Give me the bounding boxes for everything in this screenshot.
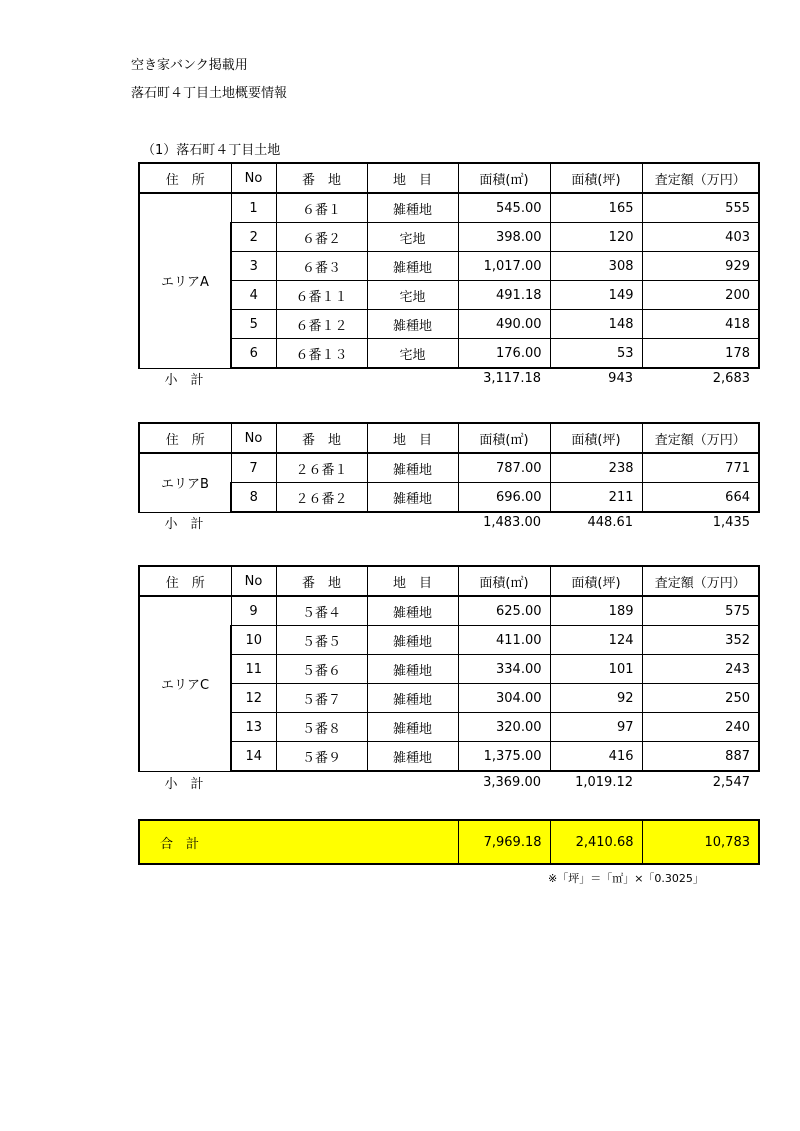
table-row: [139, 339, 759, 369]
col-area-m2: 面積(㎡): [458, 423, 550, 453]
doc-subtitle: 落石町４丁目土地概要情報: [131, 86, 288, 101]
col-price: 査定額（万円）: [642, 423, 759, 453]
table-row: [139, 655, 759, 684]
area-label: エリアA: [139, 193, 231, 368]
subtotal-label: 小 計: [164, 372, 204, 388]
table-row: [139, 713, 759, 742]
cell-banchi: ６番１: [276, 193, 367, 223]
cell-no: 9: [231, 596, 276, 626]
subtotal-label: 小 計: [164, 776, 204, 792]
cell-m2: 1,375.00: [458, 742, 550, 772]
cell-m2: 545.00: [458, 193, 550, 223]
col-area-tsubo: 面積(坪): [550, 566, 642, 596]
grand-total-row: [138, 819, 760, 865]
cell-price: 929: [642, 252, 759, 281]
cell-no: 8: [231, 483, 276, 513]
table-row: [139, 281, 759, 310]
cell-no: 2: [231, 223, 276, 252]
subtotal-tsubo: 1,019.12: [575, 774, 633, 790]
col-price: 査定額（万円）: [642, 566, 759, 596]
cell-banchi: ５番５: [276, 626, 367, 655]
total-label: 合 計: [139, 820, 458, 864]
cell-chimoku: 雑種地: [367, 742, 458, 772]
cell-chimoku: 雑種地: [367, 310, 458, 339]
cell-chimoku: 宅地: [367, 281, 458, 310]
subtotal-price: 2,547: [712, 774, 750, 790]
cell-price: 240: [642, 713, 759, 742]
cell-no: 4: [231, 281, 276, 310]
total-m2: 7,969.18: [458, 820, 550, 864]
land-table-area-c: [138, 565, 760, 772]
cell-tsubo: 308: [550, 252, 642, 281]
cell-banchi: ６番１１: [276, 281, 367, 310]
col-chimoku: 地 目: [367, 423, 458, 453]
col-chimoku: 地 目: [367, 163, 458, 193]
table-row: [139, 742, 759, 772]
cell-price: 575: [642, 596, 759, 626]
area-label: エリアC: [139, 596, 231, 771]
cell-chimoku: 雑種地: [367, 193, 458, 223]
total-price: 10,783: [642, 820, 759, 864]
cell-banchi: ２６番２: [276, 483, 367, 513]
table-row: [139, 483, 759, 513]
conversion-note: ※「坪」＝「㎡」×「0.3025」: [548, 872, 704, 885]
subtotal-m2: 3,117.18: [483, 370, 541, 386]
cell-tsubo: 189: [550, 596, 642, 626]
table-row: [139, 684, 759, 713]
cell-banchi: ５番９: [276, 742, 367, 772]
table-row: [139, 453, 759, 483]
cell-m2: 176.00: [458, 339, 550, 369]
cell-price: 250: [642, 684, 759, 713]
cell-chimoku: 雑種地: [367, 483, 458, 513]
cell-tsubo: 53: [550, 339, 642, 369]
table-header-row: [139, 566, 759, 596]
cell-price: 403: [642, 223, 759, 252]
cell-price: 178: [642, 339, 759, 369]
col-banchi: 番 地: [276, 566, 367, 596]
cell-no: 6: [231, 339, 276, 369]
cell-price: 887: [642, 742, 759, 772]
cell-chimoku: 宅地: [367, 223, 458, 252]
col-no: No: [231, 163, 276, 193]
cell-m2: 411.00: [458, 626, 550, 655]
cell-banchi: ５番７: [276, 684, 367, 713]
land-table-area-b: [138, 422, 760, 513]
cell-no: 12: [231, 684, 276, 713]
cell-chimoku: 雑種地: [367, 684, 458, 713]
cell-m2: 787.00: [458, 453, 550, 483]
cell-tsubo: 149: [550, 281, 642, 310]
cell-no: 10: [231, 626, 276, 655]
col-area-tsubo: 面積(坪): [550, 423, 642, 453]
cell-price: 771: [642, 453, 759, 483]
col-area-m2: 面積(㎡): [458, 566, 550, 596]
cell-price: 200: [642, 281, 759, 310]
cell-price: 664: [642, 483, 759, 513]
cell-m2: 334.00: [458, 655, 550, 684]
table-row: [139, 193, 759, 223]
cell-tsubo: 120: [550, 223, 642, 252]
cell-banchi: ２６番１: [276, 453, 367, 483]
cell-chimoku: 雑種地: [367, 596, 458, 626]
table-header-row: [139, 423, 759, 453]
cell-chimoku: 雑種地: [367, 655, 458, 684]
col-price: 査定額（万円）: [642, 163, 759, 193]
cell-chimoku: 雑種地: [367, 626, 458, 655]
cell-chimoku: 雑種地: [367, 252, 458, 281]
cell-m2: 320.00: [458, 713, 550, 742]
cell-no: 11: [231, 655, 276, 684]
cell-tsubo: 101: [550, 655, 642, 684]
subtotal-m2: 3,369.00: [483, 774, 541, 790]
cell-banchi: ５番６: [276, 655, 367, 684]
cell-price: 352: [642, 626, 759, 655]
col-address: 住 所: [139, 163, 231, 193]
cell-banchi: ６番１３: [276, 339, 367, 369]
subtotal-price: 1,435: [712, 514, 750, 530]
subtotal-tsubo: 943: [608, 370, 633, 386]
col-banchi: 番 地: [276, 423, 367, 453]
subtotal-m2: 1,483.00: [483, 514, 541, 530]
table-header-row: [139, 163, 759, 193]
cell-tsubo: 165: [550, 193, 642, 223]
cell-tsubo: 211: [550, 483, 642, 513]
subtotal-row-b: [138, 511, 758, 533]
section-heading: （1）落石町４丁目土地: [142, 143, 281, 158]
col-no: No: [231, 566, 276, 596]
col-chimoku: 地 目: [367, 566, 458, 596]
subtotal-tsubo: 448.61: [587, 514, 633, 530]
cell-tsubo: 416: [550, 742, 642, 772]
cell-no: 13: [231, 713, 276, 742]
area-label: エリアB: [139, 453, 231, 512]
cell-tsubo: 124: [550, 626, 642, 655]
col-no: No: [231, 423, 276, 453]
cell-no: 1: [231, 193, 276, 223]
cell-no: 5: [231, 310, 276, 339]
cell-price: 555: [642, 193, 759, 223]
cell-no: 3: [231, 252, 276, 281]
col-area-m2: 面積(㎡): [458, 163, 550, 193]
cell-tsubo: 148: [550, 310, 642, 339]
subtotal-price: 2,683: [712, 370, 750, 386]
cell-m2: 304.00: [458, 684, 550, 713]
table-row: [139, 626, 759, 655]
subtotal-row-a: [138, 367, 758, 389]
cell-banchi: ６番１２: [276, 310, 367, 339]
col-address: 住 所: [139, 566, 231, 596]
col-banchi: 番 地: [276, 163, 367, 193]
cell-m2: 398.00: [458, 223, 550, 252]
cell-tsubo: 238: [550, 453, 642, 483]
cell-banchi: ５番８: [276, 713, 367, 742]
table-row: [139, 310, 759, 339]
cell-m2: 491.18: [458, 281, 550, 310]
cell-no: 7: [231, 453, 276, 483]
cell-m2: 625.00: [458, 596, 550, 626]
cell-tsubo: 97: [550, 713, 642, 742]
cell-tsubo: 92: [550, 684, 642, 713]
total-tsubo: 2,410.68: [550, 820, 642, 864]
cell-banchi: ５番４: [276, 596, 367, 626]
subtotal-label: 小 計: [164, 516, 204, 532]
cell-banchi: ６番３: [276, 252, 367, 281]
cell-no: 14: [231, 742, 276, 772]
subtotal-row-c: [138, 771, 758, 793]
col-address: 住 所: [139, 423, 231, 453]
cell-price: 243: [642, 655, 759, 684]
doc-title: 空き家バンク掲載用: [131, 58, 248, 73]
cell-price: 418: [642, 310, 759, 339]
cell-m2: 490.00: [458, 310, 550, 339]
cell-m2: 1,017.00: [458, 252, 550, 281]
table-row: [139, 596, 759, 626]
table-row: [139, 252, 759, 281]
col-area-tsubo: 面積(坪): [550, 163, 642, 193]
cell-chimoku: 宅地: [367, 339, 458, 369]
cell-banchi: ６番２: [276, 223, 367, 252]
cell-chimoku: 雑種地: [367, 453, 458, 483]
cell-chimoku: 雑種地: [367, 713, 458, 742]
land-table-area-a: [138, 162, 760, 369]
table-row: [139, 223, 759, 252]
cell-m2: 696.00: [458, 483, 550, 513]
